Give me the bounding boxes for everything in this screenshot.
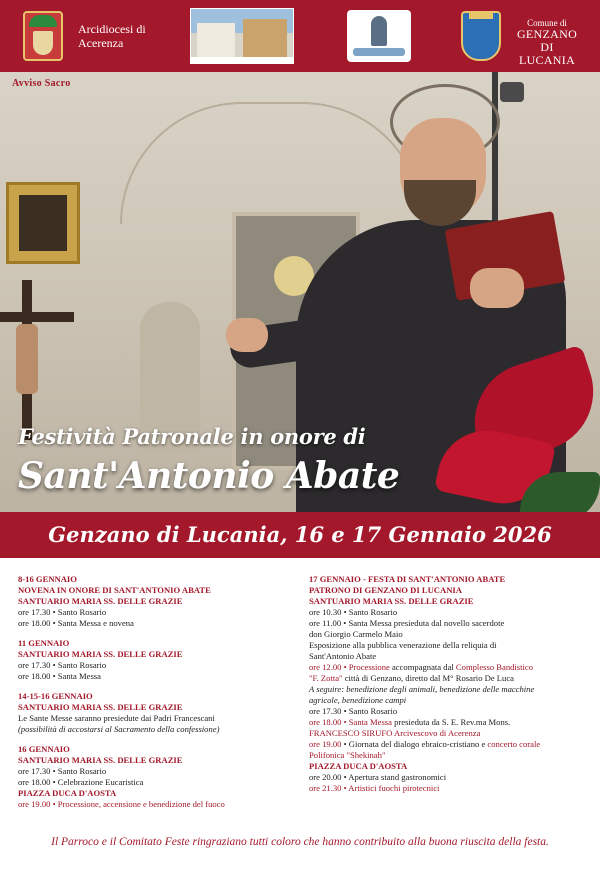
schedule-note: (possibilità di accostarsi al Sacramento della confessione) bbox=[18, 724, 220, 734]
comune-title: GENZANO DI LUCANIA bbox=[516, 27, 578, 67]
block-heading: 14-15-16 GENNAIO bbox=[18, 691, 93, 701]
schedule-line: ore 17.30 • Santo Rosario bbox=[18, 660, 107, 670]
program-left-column bbox=[18, 574, 288, 819]
schedule-line: ore 10.30 • Santo Rosario bbox=[309, 607, 398, 617]
gold-icon-frame bbox=[6, 182, 80, 264]
block-heading: PIAZZA DUCA D'AOSTA bbox=[309, 761, 408, 771]
church-arch bbox=[120, 102, 424, 224]
block-heading: 8-16 GENNAIO bbox=[18, 574, 77, 584]
program-block bbox=[18, 574, 288, 629]
schedule-line: ore 18.00 • Santa Messa bbox=[18, 671, 101, 681]
program-block bbox=[18, 744, 288, 810]
hero-image bbox=[0, 72, 600, 512]
program-block bbox=[18, 638, 288, 682]
program-right-column bbox=[309, 574, 594, 794]
schedule-line: ore 19.00 • Giornata del dialogo ebraico-cristiano e concerto corale bbox=[309, 739, 541, 749]
schedule-note: A seguire: benedizione degli animali, benedizione delle macchine bbox=[309, 684, 535, 694]
schedule-line: ore 11.00 • Santa Messa presieduta dal novello sacerdote bbox=[309, 618, 505, 628]
schedule-line: Polifonica "Shekinah" bbox=[309, 750, 386, 760]
festival-subtitle: Festività Patronale in onore di bbox=[18, 424, 366, 449]
block-heading: SANTUARIO MARIA SS. DELLE GRAZIE bbox=[18, 702, 183, 712]
diocese-name: Arcidiocesi di Acerenza bbox=[78, 22, 146, 50]
municipality-name bbox=[512, 18, 582, 67]
block-heading: SANTUARIO MARIA SS. DELLE GRAZIE bbox=[18, 649, 183, 659]
schedule-line: ore 17.30 • Santo Rosario bbox=[18, 766, 107, 776]
block-heading: SANTUARIO MARIA SS. DELLE GRAZIE bbox=[18, 755, 183, 765]
block-heading: PIAZZA DUCA D'AOSTA bbox=[18, 788, 117, 798]
schedule-line: ore 17.30 • Santo Rosario bbox=[18, 607, 107, 617]
schedule-line: FRANCESCO SIRUFO Arcivescovo di Acerenza bbox=[309, 728, 481, 738]
comune-label: Comune di bbox=[527, 18, 567, 28]
avviso-label: Avviso Sacro bbox=[12, 78, 71, 89]
church-photo bbox=[190, 8, 294, 64]
date-banner bbox=[0, 512, 600, 558]
lamp-post bbox=[492, 72, 498, 222]
schedule-line: Esposizione alla pubblica venerazione della reliquia di bbox=[309, 640, 497, 650]
schedule-line: ore 19.00 • Processione, accensione e benedizione del fuoco bbox=[18, 799, 225, 809]
schedule-line: ore 20.00 • Apertura stand gastronomici bbox=[309, 772, 447, 782]
schedule-line: Sant'Antonio Abate bbox=[309, 651, 377, 661]
date-banner-text: Genzano di Lucania, 16 e 17 Gennaio 2026 bbox=[48, 522, 552, 547]
header-bar bbox=[0, 0, 600, 72]
schedule-line: ore 18.00 • Santa Messa e novena bbox=[18, 618, 134, 628]
block-heading: SANTUARIO MARIA SS. DELLE GRAZIE bbox=[18, 596, 183, 606]
sanctuary-logo bbox=[347, 10, 411, 62]
schedule-line: ore 21.30 • Artistici fuochi pirotecnici bbox=[309, 783, 440, 793]
schedule-line: ore 12.00 • Processione accompagnata dal Complesso Bandistico bbox=[309, 662, 534, 672]
schedule-line: ore 18.00 • Celebrazione Eucaristica bbox=[18, 777, 144, 787]
block-heading: PATRONO DI GENZANO DI LUCANIA bbox=[309, 585, 462, 595]
schedule-line: don Giorgio Carmelo Maio bbox=[309, 629, 403, 639]
block-heading: 17 GENNAIO - FESTA DI SANT'ANTONIO ABATE bbox=[309, 574, 506, 584]
schedule-line: Le Sante Messe saranno presiedute dai Padri Francescani bbox=[18, 713, 215, 723]
thanks-note: Il Parroco e il Comitato Feste ringraziano tutti coloro che hanno contribuito alla buona riuscita della festa. bbox=[51, 836, 549, 848]
schedule-line: "F. Zotta" città di Genzano, diretto dal M° Rosario De Luca bbox=[309, 673, 514, 683]
schedule-note: agricole, benedizione campi bbox=[309, 695, 407, 705]
schedule-line: ore 18.00 • Santa Messa presieduta da S. E. Rev.ma Mons. bbox=[309, 717, 511, 727]
archdiocese-crest-icon bbox=[23, 11, 63, 61]
municipality-crest-icon bbox=[461, 11, 501, 61]
block-heading: 11 GENNAIO bbox=[18, 638, 70, 648]
block-heading: NOVENA IN ONORE DI SANT'ANTONIO ABATE bbox=[18, 585, 211, 595]
festival-title: Sant'Antonio Abate bbox=[18, 455, 400, 497]
block-heading: SANTUARIO MARIA SS. DELLE GRAZIE bbox=[309, 596, 474, 606]
program-block bbox=[18, 691, 288, 735]
block-heading: 16 GENNAIO bbox=[18, 744, 70, 754]
schedule-line: ore 17.30 • Santo Rosario bbox=[309, 706, 398, 716]
